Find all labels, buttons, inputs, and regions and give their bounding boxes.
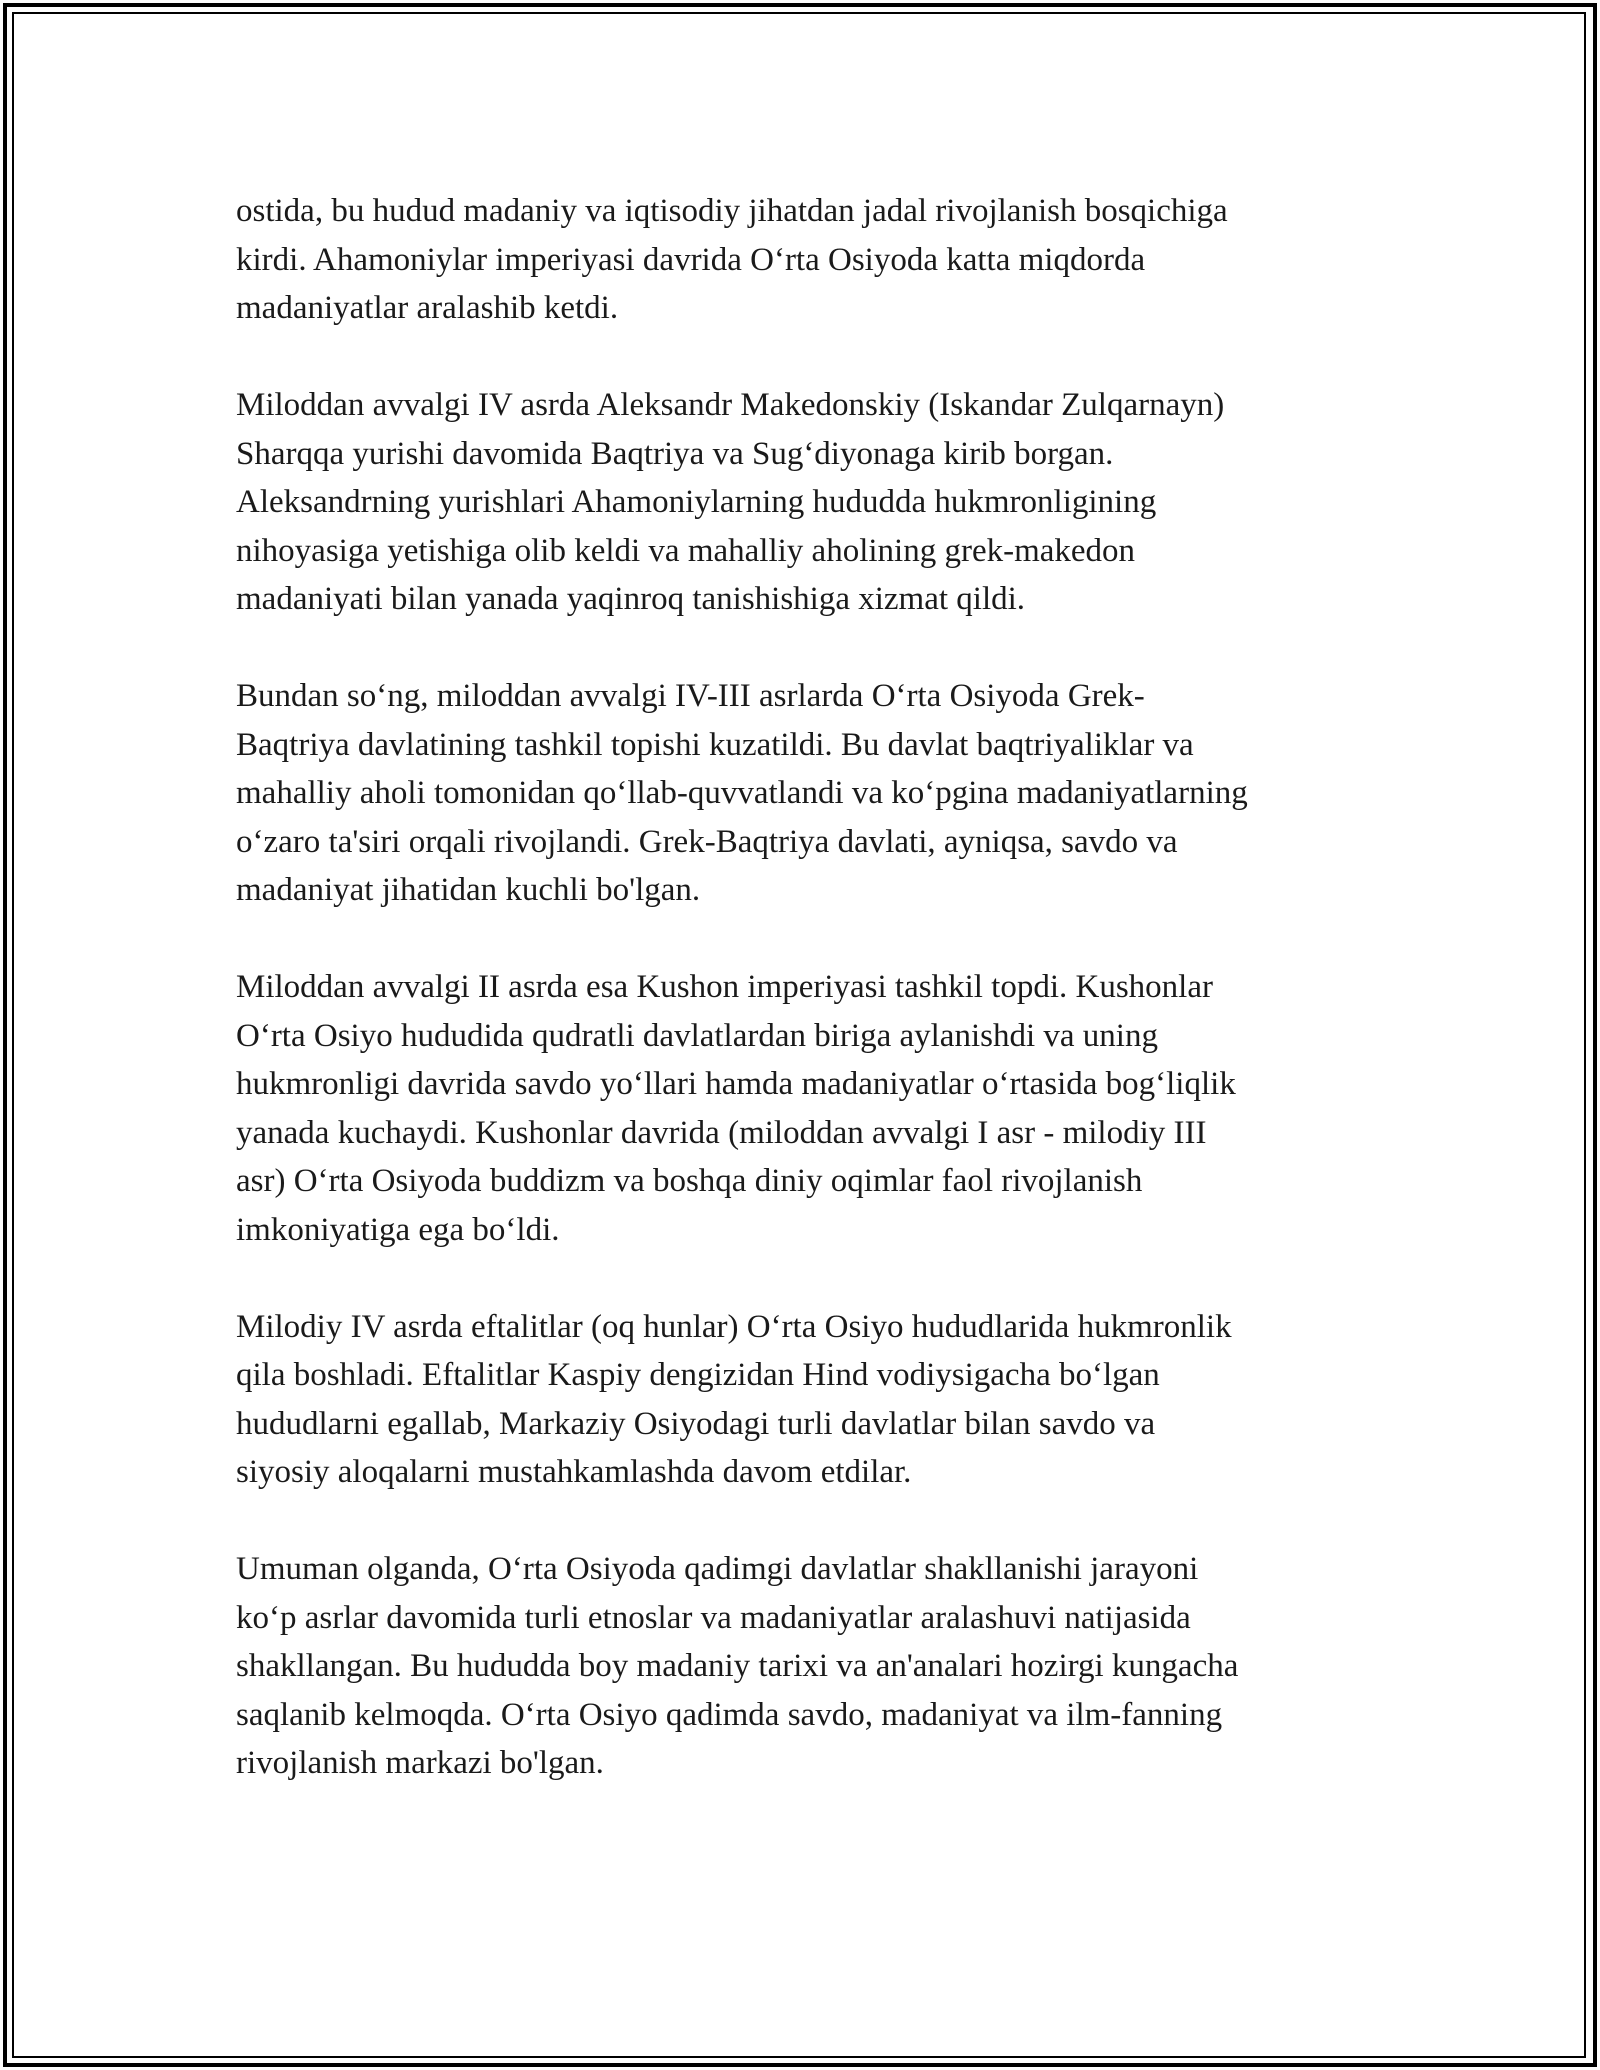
text-line: Baqtriya davlatining tashkil topishi kuzatildi. Bu davlat baqtriyaliklar va [236, 726, 1194, 763]
text-line: rivojlanish markazi bo'lgan. [236, 1745, 604, 1781]
text-line: ko‘p asrlar davomida turli etnoslar va madaniyatlar aralashuvi natijasida [236, 1599, 1191, 1636]
paragraph-5 [236, 1303, 1376, 1497]
text-line: kirdi. Ahamoniylar imperiyasi davrida O‘rta Osiyoda katta miqdorda [236, 241, 1146, 278]
text-line: madaniyatlar aralashib ketdi. [236, 290, 619, 326]
text-line: shakllangan. Bu hududda boy madaniy tarixi va an'analari hozirgi kungacha [236, 1648, 1239, 1684]
text-line: saqlanib kelmoqda. O‘rta Osiyo qadimda savdo, madaniyat va ilm-fanning [236, 1696, 1223, 1733]
text-line: ostida, bu hudud madaniy va iqtisodiy jihatdan jadal rivojlanish bosqichiga [236, 193, 1228, 229]
text-line: Bundan so‘ng, miloddan avvalgi IV-III asrlarda O‘rta Osiyoda Grek- [236, 678, 1145, 714]
text-line: o‘zaro ta'siri orqali rivojlandi. Grek-Baqtriya davlati, ayniqsa, savdo va [236, 823, 1178, 860]
paragraph-4 [236, 963, 1376, 1254]
paragraph-1 [236, 187, 1376, 333]
text-line: Milodiy IV asrda eftalitlar (oq hunlar) O‘rta Osiyo hududlarida hukmronlik [236, 1308, 1232, 1345]
text-line: qila boshladi. Eftalitlar Kaspiy dengizidan Hind vodiysigacha bo‘lgan [236, 1357, 1160, 1393]
text-line: hukmronligi davrida savdo yo‘llari hamda madaniyatlar o‘rtasida bog‘liqlik [236, 1066, 1236, 1102]
paragraph-6 [236, 1545, 1376, 1788]
text-line: Miloddan avvalgi II asrda esa Kushon imperiyasi tashkil topdi. Kushonlar [236, 969, 1213, 1005]
text-line: asr) O‘rta Osiyoda buddizm va boshqa diniy oqimlar faol rivojlanish [236, 1163, 1143, 1199]
text-line: yanada kuchaydi. Kushonlar davrida (miloddan avvalgi I asr - milodiy III [236, 1114, 1207, 1151]
text-line: madaniyat jihatidan kuchli bo'lgan. [236, 872, 701, 908]
text-line: Aleksandrning yurishlari Ahamoniylarning hududda hukmronligining [236, 484, 1157, 520]
text-line: mahalliy aholi tomonidan qo‘llab-quvvatlandi va ko‘pgina madaniyatlarning [236, 775, 1248, 811]
text-line: Miloddan avvalgi IV asrda Aleksandr Makedonskiy (Iskandar Zulqarnayn) [236, 387, 1225, 423]
paragraph-3 [236, 672, 1376, 915]
text-line: Sharqqa yurishi davomida Baqtriya va Sug‘diyonaga kirib borgan. [236, 435, 1114, 472]
text-line: siyosiy aloqalarni mustahkamlashda davom etdilar. [236, 1454, 912, 1490]
document-body [236, 187, 1376, 1836]
text-line: imkoniyatiga ega bo‘ldi. [236, 1211, 560, 1248]
text-line: O‘rta Osiyo hududida qudratli davlatlardan biriga aylanishdi va uning [236, 1017, 1158, 1054]
text-line: madaniyati bilan yanada yaqinroq tanishishiga xizmat qildi. [236, 581, 1026, 617]
text-line: Umuman olganda, O‘rta Osiyoda qadimgi davlatlar shakllanishi jarayoni [236, 1551, 1199, 1587]
paragraph-2 [236, 381, 1376, 624]
text-line: nihoyasiga yetishiga olib keldi va mahalliy aholining grek-makedon [236, 532, 1136, 569]
text-line: hududlarni egallab, Markaziy Osiyodagi turli davlatlar bilan savdo va [236, 1405, 1156, 1442]
